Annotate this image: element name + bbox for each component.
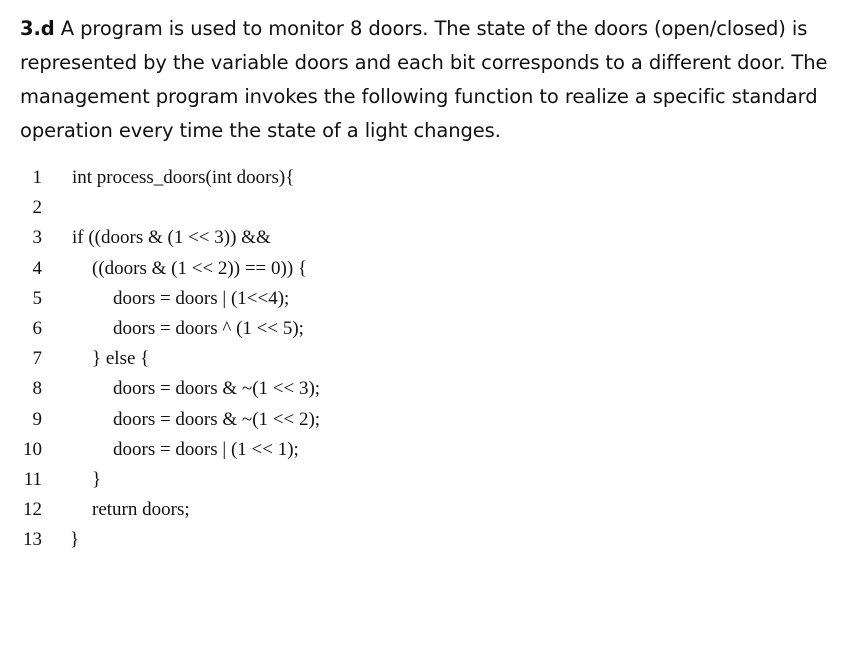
code-line [0, 223, 842, 253]
line-number: 10 [23, 438, 42, 460]
question-number: 3.d [20, 17, 55, 40]
line-number: 1 [32, 167, 42, 188]
line-number: 8 [32, 378, 42, 400]
code-line [0, 314, 842, 344]
line-number: 6 [32, 317, 42, 339]
code-listing [0, 163, 842, 555]
line-number: 11 [23, 468, 42, 490]
line-number: 13 [23, 529, 42, 551]
code-text: } else { [92, 348, 150, 370]
code-text: } [70, 529, 80, 551]
code-text: return doors; [92, 499, 190, 521]
code-line [0, 254, 842, 284]
code-text: int process_doors(int doors){ [72, 167, 295, 188]
code-line [0, 284, 842, 314]
code-line [0, 435, 842, 465]
question-text: A program is used to monitor 8 doors. The state of the doors (open/closed) is represented by the variable doors and each bit corresponds to a different door. The management program invokes the following function to realize a specific standard operation every time the state of a light changes. [20, 17, 828, 142]
question-paragraph [20, 12, 835, 148]
code-text: doors = doors | (1 << 1); [113, 438, 299, 460]
code-line [0, 344, 842, 374]
line-number: 2 [32, 197, 42, 219]
code-line [0, 495, 842, 525]
code-text: doors = doors ^ (1 << 5); [113, 317, 304, 339]
code-line [0, 193, 842, 223]
code-line [0, 465, 842, 495]
code-text: } [92, 468, 102, 490]
line-number: 12 [23, 499, 42, 521]
line-number: 5 [32, 287, 42, 309]
code-line [0, 374, 842, 404]
code-text: doors = doors & ~(1 << 2); [113, 408, 321, 430]
line-number: 7 [32, 348, 42, 370]
code-text: ((doors & (1 << 2)) == 0)) { [92, 257, 308, 279]
line-number: 3 [32, 227, 42, 249]
line-number: 9 [32, 408, 42, 430]
code-line [0, 405, 842, 435]
code-text: doors = doors & ~(1 << 3); [113, 378, 321, 400]
code-line [0, 163, 842, 193]
line-number: 4 [32, 257, 42, 279]
code-text: doors = doors | (1<<4); [113, 287, 290, 309]
code-text: if ((doors & (1 << 3)) && [72, 227, 271, 249]
